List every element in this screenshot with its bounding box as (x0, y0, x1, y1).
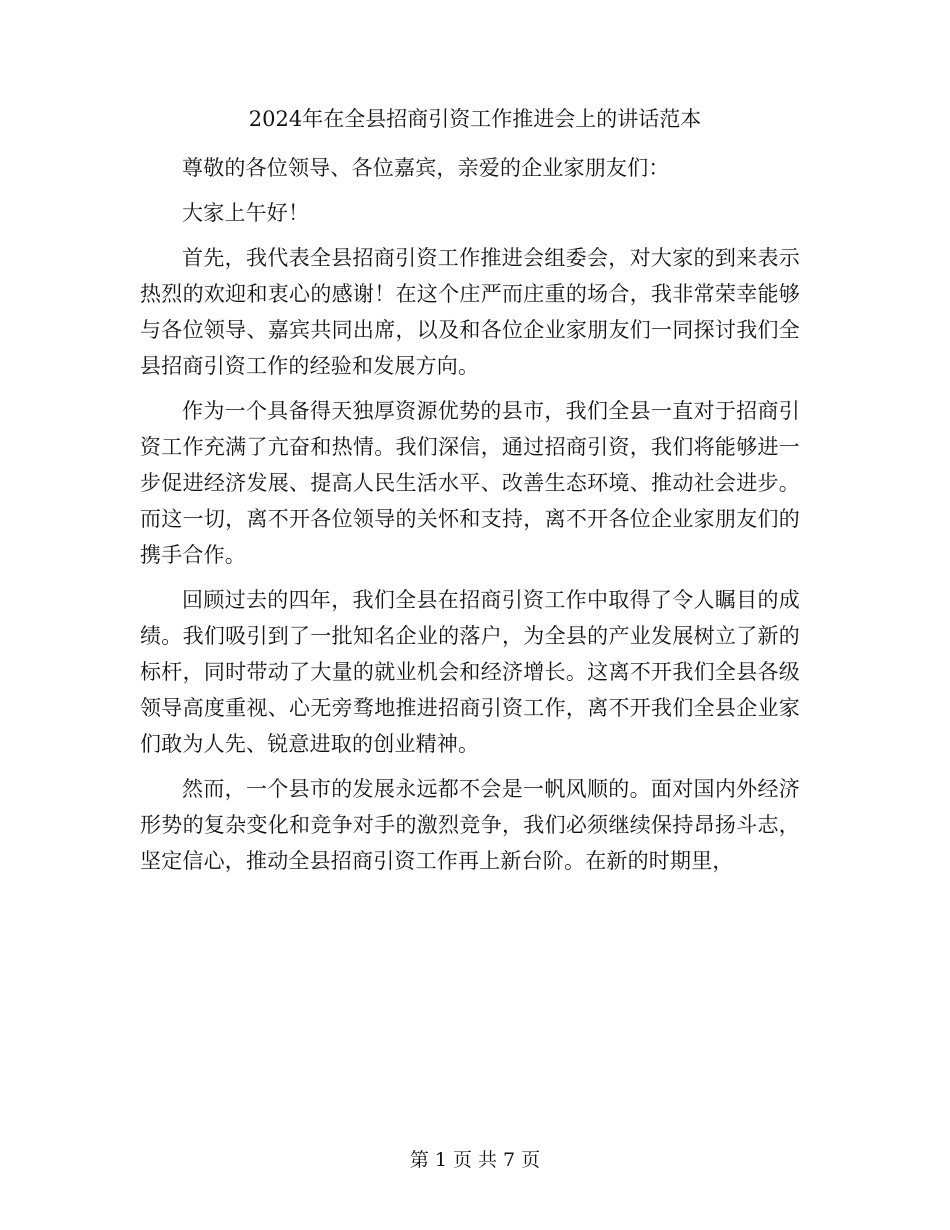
document-body (140, 150, 800, 888)
salutation-paragraph: 尊敬的各位领导、各位嘉宾，亲爱的企业家朋友们： (182, 156, 670, 180)
body-paragraph: 回顾过去的四年，我们全县在招商引资工作中取得了令人瞩目的成绩。我们吸引到了一批知名企业的落户，为全县的产业发展树立了新的标杆，同时带动了大量的就业机会和经济增长。这离不开我们全县各级领导高度重视、心无旁骛地推进招商引资工作，离不开我们全县企业家们敢为人先、锐意进取的创业精神。 (140, 588, 800, 756)
page-title: 2024年在全县招商引资工作推进会上的讲话范本 (248, 107, 702, 131)
greeting-paragraph: 大家上午好！ (182, 201, 310, 225)
body-paragraph: 作为一个具备得天独厚资源优势的县市，我们全县一直对于招商引资工作充满了亢奋和热情。我们深信，通过招商引资，我们将能够进一步促进经济发展、提高人民生活水平、改善生态环境、推动社会进步。而这一切，离不开各位领导的关怀和支持，离不开各位企业家朋友们的携手合作。 (140, 399, 800, 567)
body-paragraph: 首先，我代表全县招商引资工作推进会组委会，对大家的到来表示热烈的欢迎和衷心的感谢！在这个庄严而庄重的场合，我非常荣幸能够与各位领导、嘉宾共同出席，以及和各位企业家朋友们一同探讨我们全县招商引资工作的经验和发展方向。 (140, 246, 800, 378)
page-number-footer: 第 1 页 共 7 页 (409, 1149, 541, 1171)
body-paragraph: 然而，一个县市的发展永远都不会是一帆风顺的。面对国内外经济形势的复杂变化和竞争对手的激烈竞争，我们必须继续保持昂扬斗志，坚定信心，推动全县招商引资工作再上新台阶。在新的时期里， (140, 777, 800, 873)
